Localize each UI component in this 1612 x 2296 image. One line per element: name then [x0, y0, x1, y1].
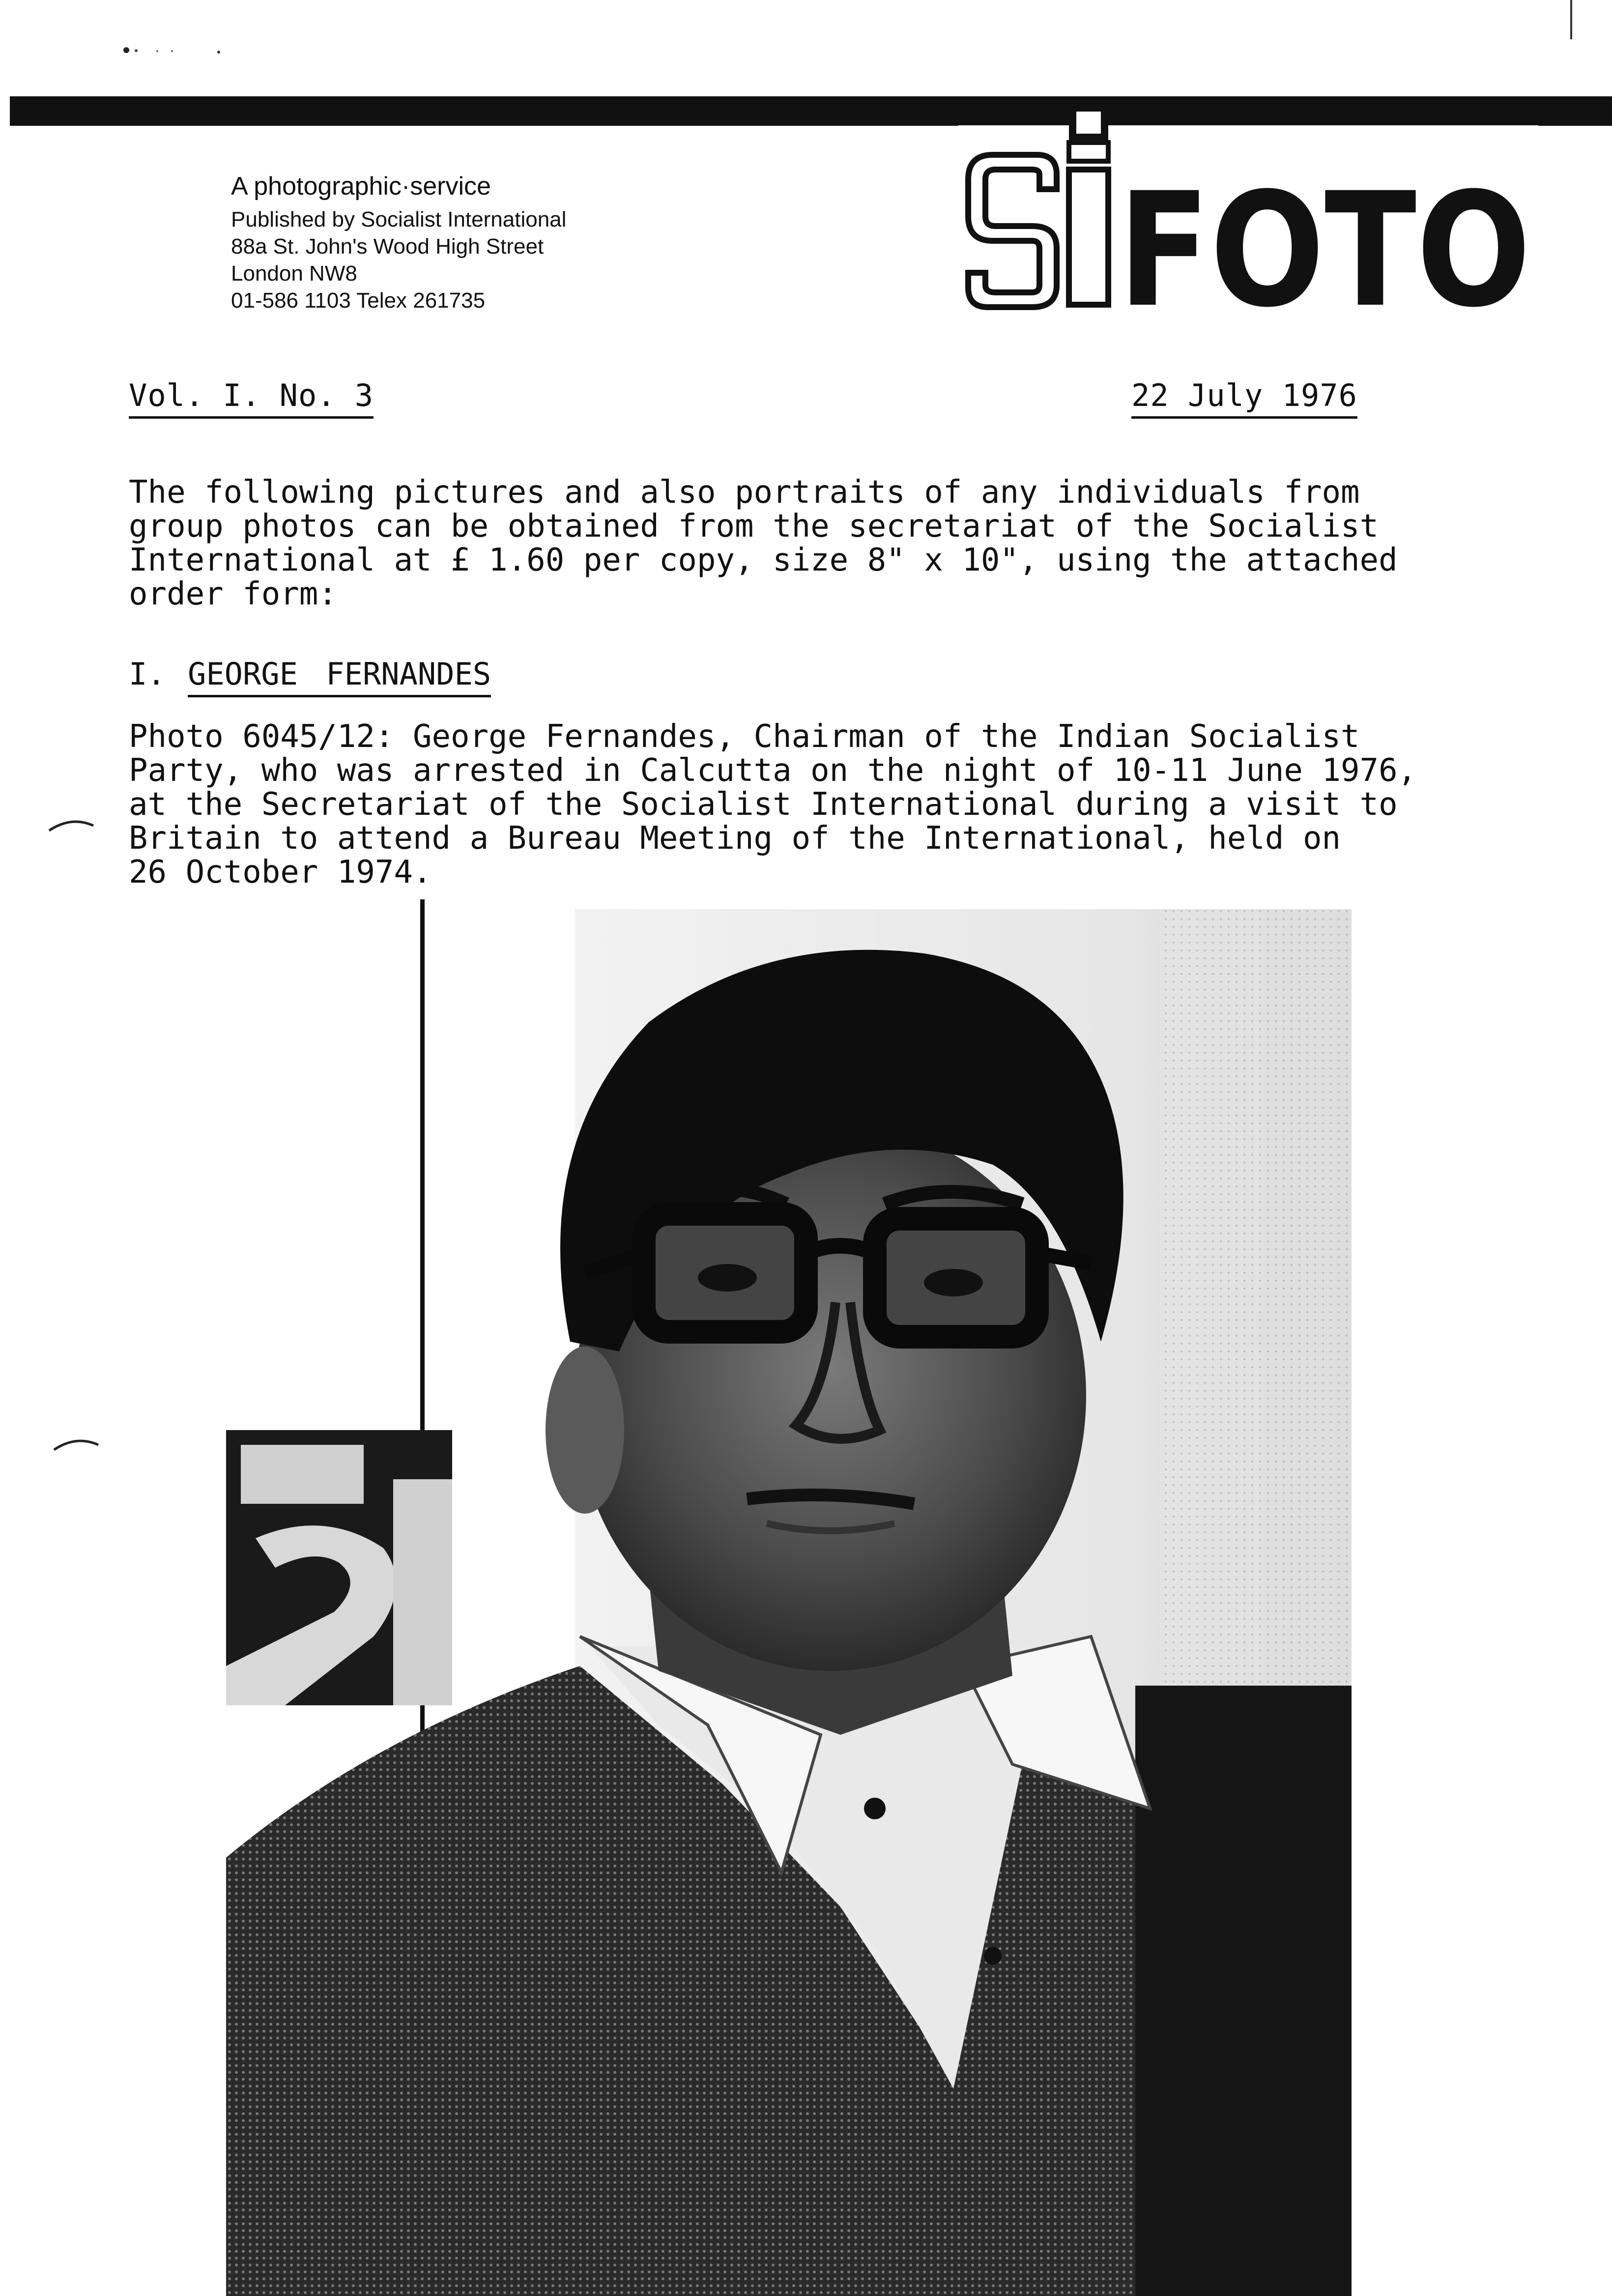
photo-caption: Photo 6045/12: George Fernandes, Chairman of the Indian Socialist Party, who was arrested in Calcutta on the night of 10-11 June 1976, at the Secretariat of the Socialist International during a visit to Britain to attend a Bureau Meeting of the International, held on 26 October 1974.	[129, 718, 1417, 890]
issue-date: 22 July 1976	[1131, 377, 1357, 419]
issue-volume: Vol. I. No. 3	[129, 377, 374, 419]
portrait-photo	[226, 899, 1352, 2296]
masthead-address-line2: London NW8	[231, 261, 357, 286]
margin-mark-lower	[52, 1435, 101, 1455]
scan-specks	[120, 45, 229, 55]
margin-mark-upper	[47, 816, 96, 835]
masthead-publisher: Published by Socialist International	[231, 207, 567, 231]
edge-line	[1570, 0, 1572, 39]
masthead-tagline: A photographic·service	[231, 172, 491, 201]
intro-paragraph: The following pictures and also portraits of any individuals from group photos can be obtained from the secretariat of the Socialist International at £ 1.60 per copy, size 8" x 10", using the attached order form:	[129, 474, 1398, 612]
masthead	[231, 170, 772, 314]
masthead-phone-telex: 01-586 1103 Telex 261735	[231, 288, 486, 313]
sifoto-logo	[958, 106, 1538, 342]
masthead-address-line1: 88a St. John's Wood High Street	[231, 234, 544, 258]
logo-foto-text: FOTO	[1118, 159, 1531, 342]
section-number: I.	[129, 656, 166, 692]
section-title: GEORGE FERNANDES	[188, 656, 491, 697]
